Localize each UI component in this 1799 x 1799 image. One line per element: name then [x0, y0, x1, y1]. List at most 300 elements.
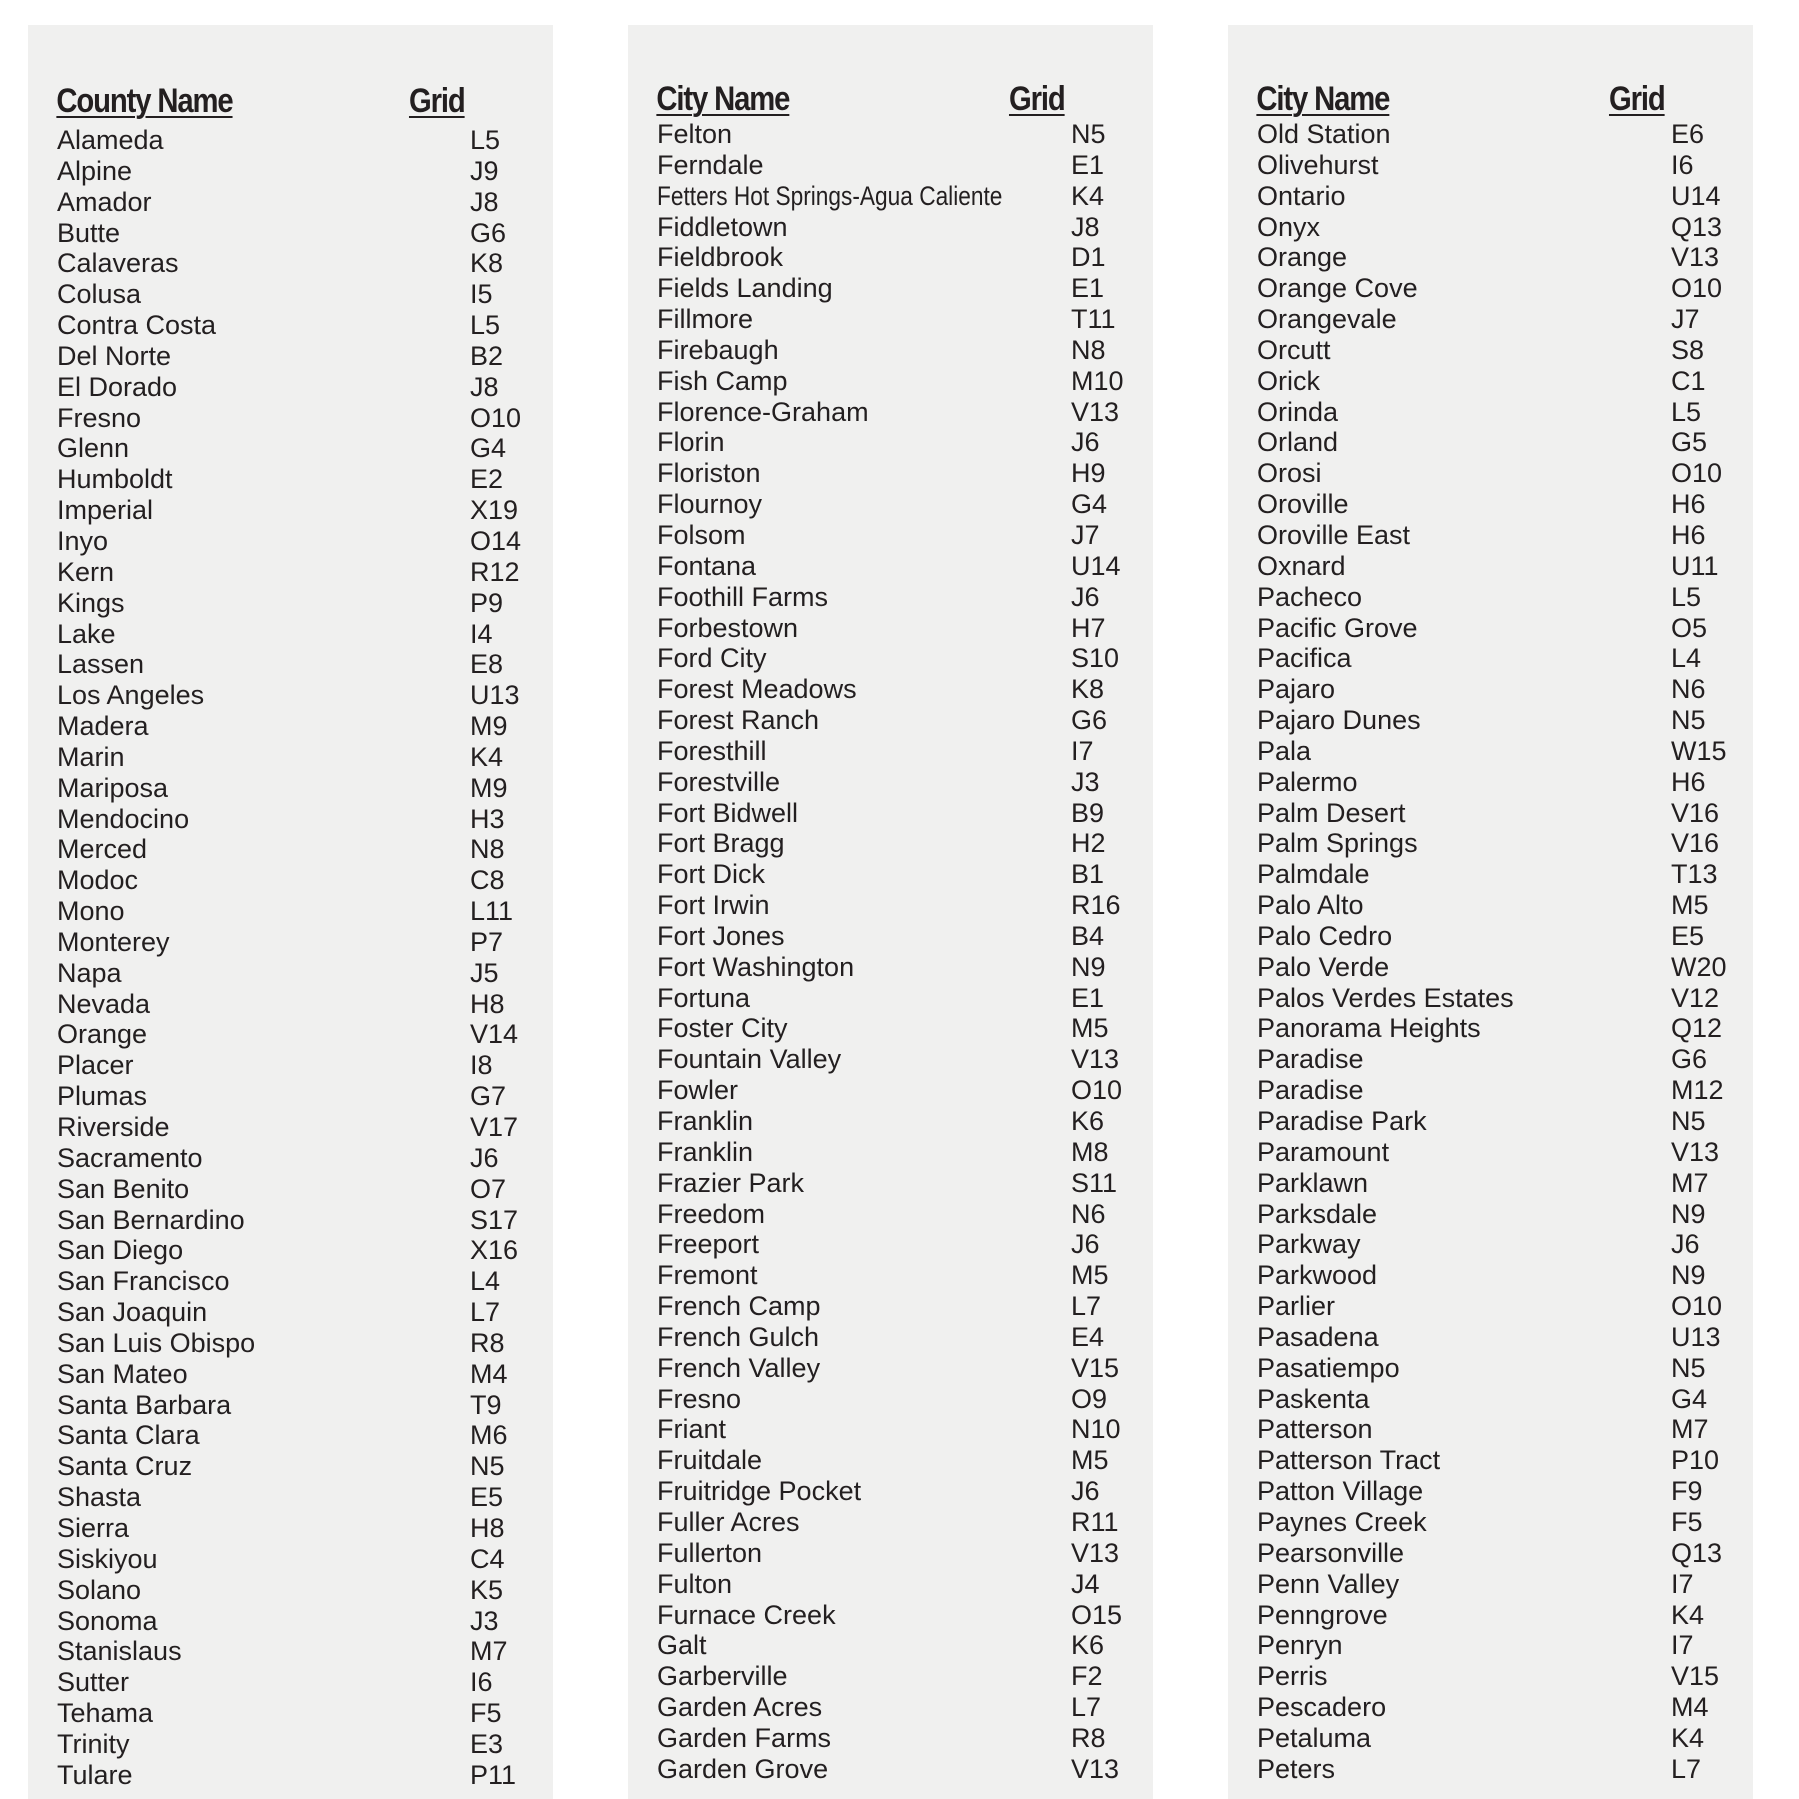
place-name: Riverside	[57, 1112, 170, 1142]
grid-reference: V15	[1671, 1661, 1720, 1692]
grid-reference: V13	[1671, 242, 1720, 273]
grid-reference: I7	[1671, 1568, 1694, 1599]
grid-reference: R12	[470, 556, 520, 587]
grid-reference: R8	[470, 1327, 505, 1358]
place-name: Panorama Heights	[1257, 1013, 1481, 1044]
grid-reference: M9	[470, 772, 508, 803]
list-item	[1228, 1445, 1753, 1476]
list-item	[28, 279, 553, 310]
grid-reference: S11	[1071, 1167, 1118, 1198]
grid-reference: U13	[470, 680, 520, 711]
list-item	[28, 1451, 553, 1482]
list-item	[1228, 582, 1753, 613]
grid-reference: H2	[1071, 828, 1106, 859]
list-item	[1228, 551, 1753, 582]
grid-reference: I6	[470, 1667, 493, 1698]
list-item	[1228, 150, 1753, 181]
grid-reference: C4	[470, 1543, 505, 1574]
grid-reference: K4	[1671, 1599, 1705, 1630]
list-item	[1228, 181, 1753, 212]
place-name: Tehama	[57, 1698, 154, 1729]
grid-reference: H6	[1671, 489, 1706, 520]
grid-reference: J5	[470, 957, 499, 988]
list-item	[1228, 1137, 1753, 1168]
grid-reference: J7	[1071, 519, 1100, 550]
place-name: Amador	[57, 186, 152, 217]
list-item	[1228, 212, 1753, 243]
place-name: Plumas	[57, 1081, 148, 1112]
city-list	[1228, 119, 1753, 1785]
list-item	[1228, 1384, 1753, 1415]
place-name: Fremont	[657, 1260, 758, 1291]
grid-reference: H6	[1671, 519, 1706, 550]
place-name: Fontana	[657, 550, 757, 581]
list-item	[1228, 1229, 1753, 1260]
list-item	[628, 489, 1153, 520]
list-item	[1228, 1538, 1753, 1569]
grid-reference: F5	[1671, 1506, 1703, 1537]
list-item	[28, 1019, 553, 1050]
grid-reference: L7	[470, 1297, 501, 1328]
list-item	[1228, 705, 1753, 736]
place-name: Orland	[1257, 427, 1339, 458]
place-name: Orick	[1257, 365, 1320, 396]
place-name: Frazier Park	[657, 1167, 805, 1198]
grid-reference: C8	[470, 865, 505, 896]
grid-reference: N5	[470, 1451, 505, 1482]
place-name: Orange	[57, 1019, 148, 1050]
grid-reference: K6	[1071, 1630, 1105, 1661]
city-name-header: City Name	[656, 80, 790, 118]
list-item	[28, 403, 553, 434]
place-name: French Gulch	[657, 1321, 820, 1352]
list-item	[628, 952, 1153, 983]
list-item	[628, 859, 1153, 890]
place-name: Fortuna	[657, 982, 751, 1013]
grid-reference: G5	[1671, 427, 1708, 458]
grid-reference: N8	[1071, 334, 1106, 365]
grid-reference: O10	[470, 402, 522, 433]
place-name: Garden Grove	[657, 1753, 829, 1784]
place-name: Lake	[57, 618, 116, 649]
place-name: Garden Farms	[657, 1722, 832, 1753]
list-item	[1228, 767, 1753, 798]
list-item	[1228, 304, 1753, 335]
place-name: Peters	[1257, 1753, 1336, 1784]
place-name: Fields Landing	[657, 273, 833, 304]
list-item	[1228, 1199, 1753, 1230]
place-name: Pearsonville	[1257, 1537, 1405, 1568]
grid-reference: J8	[1071, 211, 1100, 242]
place-name: Orosi	[1257, 458, 1322, 489]
grid-reference: P11	[470, 1759, 517, 1790]
place-name: San Luis Obispo	[57, 1327, 256, 1358]
grid-reference: M9	[470, 711, 508, 742]
list-item	[628, 304, 1153, 335]
list-item	[628, 1569, 1153, 1600]
list-item	[628, 643, 1153, 674]
grid-reference: V13	[1071, 396, 1120, 427]
list-item	[628, 397, 1153, 428]
place-name: Forestville	[657, 766, 781, 797]
list-item	[1228, 736, 1753, 767]
grid-reference: B9	[1071, 797, 1105, 828]
list-item	[1228, 1168, 1753, 1199]
list-item	[28, 1544, 553, 1575]
place-name: Felton	[657, 119, 733, 149]
place-name: Mendocino	[57, 803, 190, 834]
grid-reference: S8	[1671, 334, 1705, 365]
list-item	[628, 1353, 1153, 1384]
grid-reference: B4	[1071, 920, 1105, 951]
place-name: Paradise	[1257, 1044, 1364, 1075]
place-name: Flournoy	[657, 489, 763, 520]
place-name: Paradise Park	[1257, 1106, 1427, 1136]
grid-reference: Q13	[1671, 1537, 1723, 1568]
place-name: Garden Acres	[657, 1692, 823, 1723]
place-name: Trinity	[57, 1728, 130, 1759]
list-item	[628, 1044, 1153, 1075]
grid-reference: U13	[1671, 1321, 1721, 1352]
list-item	[28, 958, 553, 989]
place-name: Palo Cedro	[1257, 920, 1393, 951]
place-name: San Francisco	[57, 1266, 230, 1297]
grid-reference: J6	[1671, 1229, 1700, 1260]
grid-reference: J6	[1071, 427, 1100, 458]
place-name: Pajaro Dunes	[1257, 705, 1421, 736]
list-item	[1228, 489, 1753, 520]
place-name: Freeport	[657, 1229, 760, 1260]
list-item	[628, 1229, 1153, 1260]
grid-reference: M12	[1671, 1075, 1724, 1106]
grid-reference: E4	[1071, 1321, 1105, 1352]
county-list	[28, 125, 553, 1791]
place-name: Colusa	[57, 279, 142, 310]
list-item	[28, 1050, 553, 1081]
grid-reference: H8	[470, 1512, 505, 1543]
place-name: Ontario	[1257, 180, 1346, 211]
grid-reference: H6	[1671, 766, 1706, 797]
grid-reference: S10	[1071, 643, 1120, 674]
list-item	[28, 989, 553, 1020]
place-name: Paynes Creek	[1257, 1506, 1427, 1537]
grid-reference: J4	[1071, 1568, 1100, 1599]
list-item	[28, 619, 553, 650]
list-item	[1228, 798, 1753, 829]
list-item	[628, 674, 1153, 705]
grid-reference: E2	[470, 464, 504, 495]
grid-reference: H9	[1071, 458, 1106, 489]
place-name: Foresthill	[657, 735, 767, 766]
place-name: Parkwood	[1257, 1260, 1378, 1291]
list-item	[28, 187, 553, 218]
grid-reference: L5	[470, 125, 501, 155]
list-item	[28, 1266, 553, 1297]
list-item	[28, 1698, 553, 1729]
place-name: Florence-Graham	[657, 396, 869, 427]
grid-reference: I8	[470, 1050, 493, 1081]
place-name: Placer	[57, 1050, 134, 1081]
grid-reference: K4	[470, 741, 504, 772]
grid-reference: O10	[1671, 1291, 1723, 1322]
grid-reference: R16	[1071, 890, 1121, 921]
place-name: Ford City	[657, 643, 767, 674]
place-name: Orcutt	[1257, 334, 1331, 365]
grid-header: Grid	[1608, 80, 1665, 118]
list-item	[628, 1445, 1153, 1476]
place-name: Alpine	[57, 155, 133, 186]
grid-reference: J9	[470, 155, 499, 186]
grid-reference: U11	[1671, 550, 1719, 581]
list-item	[28, 372, 553, 403]
place-name: Fruitridge Pocket	[657, 1476, 862, 1507]
grid-header: Grid	[1008, 80, 1065, 118]
grid-reference: L4	[1671, 643, 1702, 674]
grid-reference: L7	[1671, 1753, 1702, 1784]
list-item	[628, 273, 1153, 304]
grid-reference: O14	[470, 525, 522, 556]
list-item	[628, 1106, 1153, 1137]
list-item	[628, 1260, 1153, 1291]
grid-reference: M5	[1071, 1445, 1109, 1476]
place-name: Tulare	[57, 1759, 133, 1790]
place-name: Palm Desert	[1257, 797, 1406, 828]
list-item	[28, 680, 553, 711]
list-item	[28, 464, 553, 495]
grid-reference: V14	[470, 1019, 519, 1050]
place-name: Forest Ranch	[657, 705, 820, 736]
county-header-row	[28, 82, 553, 122]
list-item	[628, 1322, 1153, 1353]
grid-reference: K5	[470, 1574, 504, 1605]
place-name: El Dorado	[57, 371, 178, 402]
list-item	[628, 181, 1153, 212]
list-item	[628, 520, 1153, 551]
list-item	[28, 1667, 553, 1698]
list-item	[1228, 1630, 1753, 1661]
place-name: Parklawn	[1257, 1167, 1369, 1198]
grid-reference: W15	[1671, 735, 1727, 766]
list-item	[28, 1729, 553, 1760]
place-name: Solano	[57, 1574, 142, 1605]
grid-reference: O7	[470, 1173, 507, 1204]
place-name: Foster City	[657, 1013, 788, 1044]
place-name: San Joaquin	[57, 1297, 208, 1328]
list-item	[628, 427, 1153, 458]
list-item	[28, 1420, 553, 1451]
list-item	[628, 1291, 1153, 1322]
grid-reference: K6	[1071, 1106, 1105, 1136]
place-name: Santa Cruz	[57, 1451, 193, 1482]
place-name: Shasta	[57, 1482, 142, 1513]
place-name: Santa Clara	[57, 1420, 200, 1451]
list-item	[628, 613, 1153, 644]
place-name: Nevada	[57, 988, 151, 1019]
grid-reference: P9	[470, 587, 504, 618]
list-item	[28, 1390, 553, 1421]
place-name: Inyo	[57, 525, 109, 556]
grid-reference: G6	[1671, 1044, 1708, 1075]
grid-reference: L7	[1071, 1291, 1102, 1322]
grid-reference: V16	[1671, 828, 1720, 859]
list-item	[1228, 613, 1753, 644]
list-item	[28, 1575, 553, 1606]
grid-reference: E3	[470, 1728, 504, 1759]
place-name: Paramount	[1257, 1136, 1390, 1167]
list-item	[28, 1235, 553, 1266]
grid-reference: G7	[470, 1081, 507, 1112]
place-name: Kings	[57, 587, 125, 618]
list-item	[28, 804, 553, 835]
place-name: Parksdale	[1257, 1198, 1378, 1229]
list-item	[28, 742, 553, 773]
grid-reference: M5	[1071, 1013, 1109, 1044]
grid-reference: X19	[470, 495, 519, 526]
place-name: Folsom	[657, 519, 746, 550]
list-item	[628, 767, 1153, 798]
list-item	[28, 896, 553, 927]
list-item	[628, 150, 1153, 181]
place-name: Patton Village	[1257, 1476, 1424, 1507]
place-name: Oroville	[1257, 489, 1349, 520]
grid-reference: L5	[470, 310, 501, 341]
grid-reference: N9	[1671, 1260, 1706, 1291]
grid-reference: L5	[1671, 581, 1702, 612]
city-name-header: City Name	[1256, 80, 1390, 118]
place-name: Sierra	[57, 1512, 130, 1543]
list-item	[1228, 1013, 1753, 1044]
place-name: Palos Verdes Estates	[1257, 982, 1514, 1013]
list-item	[1228, 1661, 1753, 1692]
place-name: San Benito	[57, 1173, 190, 1204]
place-name: Palmdale	[1257, 859, 1370, 890]
place-name: Glenn	[57, 433, 130, 464]
grid-reference: E1	[1071, 982, 1105, 1013]
grid-reference: T11	[1071, 304, 1116, 335]
grid-reference: J3	[470, 1605, 499, 1636]
list-item	[1228, 1291, 1753, 1322]
list-item	[28, 341, 553, 372]
list-item	[1228, 335, 1753, 366]
grid-reference: G4	[1671, 1383, 1708, 1414]
place-name: Franklin	[657, 1136, 754, 1167]
list-item	[628, 1384, 1153, 1415]
grid-reference: N9	[1071, 951, 1106, 982]
list-item	[28, 1297, 553, 1328]
place-name: Penngrove	[1257, 1599, 1388, 1630]
place-name: Penryn	[1257, 1630, 1343, 1661]
list-item	[1228, 1260, 1753, 1291]
grid-reference: B1	[1071, 859, 1105, 890]
place-name: Fort Irwin	[657, 890, 770, 921]
place-name: Sacramento	[57, 1142, 203, 1173]
place-name: Firebaugh	[657, 334, 779, 365]
grid-reference: E1	[1071, 149, 1105, 180]
grid-reference: V15	[1071, 1352, 1120, 1383]
place-name: Furnace Creek	[657, 1599, 836, 1630]
list-item	[628, 366, 1153, 397]
list-item	[28, 125, 553, 156]
grid-reference: M4	[1671, 1692, 1709, 1723]
list-item	[628, 1723, 1153, 1754]
list-item	[628, 736, 1153, 767]
place-name: Marin	[57, 741, 125, 772]
place-name: Oxnard	[1257, 550, 1346, 581]
place-name: Pala	[1257, 735, 1312, 766]
place-name: Floriston	[657, 458, 761, 489]
place-name: Petaluma	[1257, 1722, 1372, 1753]
grid-reference: J7	[1671, 304, 1700, 335]
list-item	[1228, 859, 1753, 890]
list-item	[1228, 1353, 1753, 1384]
list-item	[628, 1507, 1153, 1538]
place-name: Onyx	[1257, 211, 1321, 242]
grid-reference: N10	[1071, 1414, 1121, 1445]
grid-reference: N5	[1671, 1106, 1706, 1136]
grid-reference: R11	[1071, 1506, 1119, 1537]
place-name: Humboldt	[57, 464, 173, 495]
grid-reference: O10	[1071, 1075, 1123, 1106]
list-item	[1228, 1754, 1753, 1785]
city-header-row	[1228, 80, 1753, 120]
place-name: Foothill Farms	[657, 581, 829, 612]
list-item	[1228, 1507, 1753, 1538]
grid-reference: G6	[1071, 705, 1108, 736]
grid-reference: N5	[1071, 119, 1106, 149]
place-name: Pacifica	[1257, 643, 1352, 674]
list-item	[28, 588, 553, 619]
list-item	[628, 551, 1153, 582]
list-item	[1228, 242, 1753, 273]
grid-reference: P7	[470, 926, 504, 957]
grid-reference: N8	[470, 834, 505, 865]
grid-reference: M7	[1671, 1414, 1709, 1445]
place-name: Fuller Acres	[657, 1506, 800, 1537]
list-item	[1228, 1322, 1753, 1353]
grid-reference: S17	[470, 1204, 519, 1235]
grid-reference: I4	[470, 618, 493, 649]
place-name: Patterson Tract	[1257, 1445, 1441, 1476]
place-name: Sutter	[57, 1667, 130, 1698]
list-item	[1228, 397, 1753, 428]
list-item	[628, 705, 1153, 736]
grid-reference: J8	[470, 371, 499, 402]
place-name: Imperial	[57, 495, 154, 526]
list-item	[628, 983, 1153, 1014]
place-name: Florin	[657, 427, 725, 458]
place-name: French Valley	[657, 1352, 821, 1383]
list-item	[28, 156, 553, 187]
place-name: Forest Meadows	[657, 674, 857, 705]
list-item	[28, 773, 553, 804]
grid-reference: K4	[1671, 1722, 1705, 1753]
grid-reference: H8	[470, 988, 505, 1019]
place-name: Fresno	[657, 1383, 742, 1414]
place-name: Mono	[57, 896, 125, 927]
grid-reference: U14	[1671, 180, 1721, 211]
grid-reference: F2	[1071, 1661, 1103, 1692]
grid-reference: V13	[1071, 1753, 1120, 1784]
grid-reference: N5	[1671, 1352, 1706, 1383]
place-name: Fowler	[657, 1075, 739, 1106]
list-item	[28, 1513, 553, 1544]
grid-reference: C1	[1671, 365, 1706, 396]
grid-reference: L5	[1671, 396, 1702, 427]
grid-reference: F5	[470, 1698, 502, 1729]
list-item	[28, 495, 553, 526]
place-name: San Bernardino	[57, 1204, 245, 1235]
place-name: Old Station	[1257, 119, 1391, 149]
